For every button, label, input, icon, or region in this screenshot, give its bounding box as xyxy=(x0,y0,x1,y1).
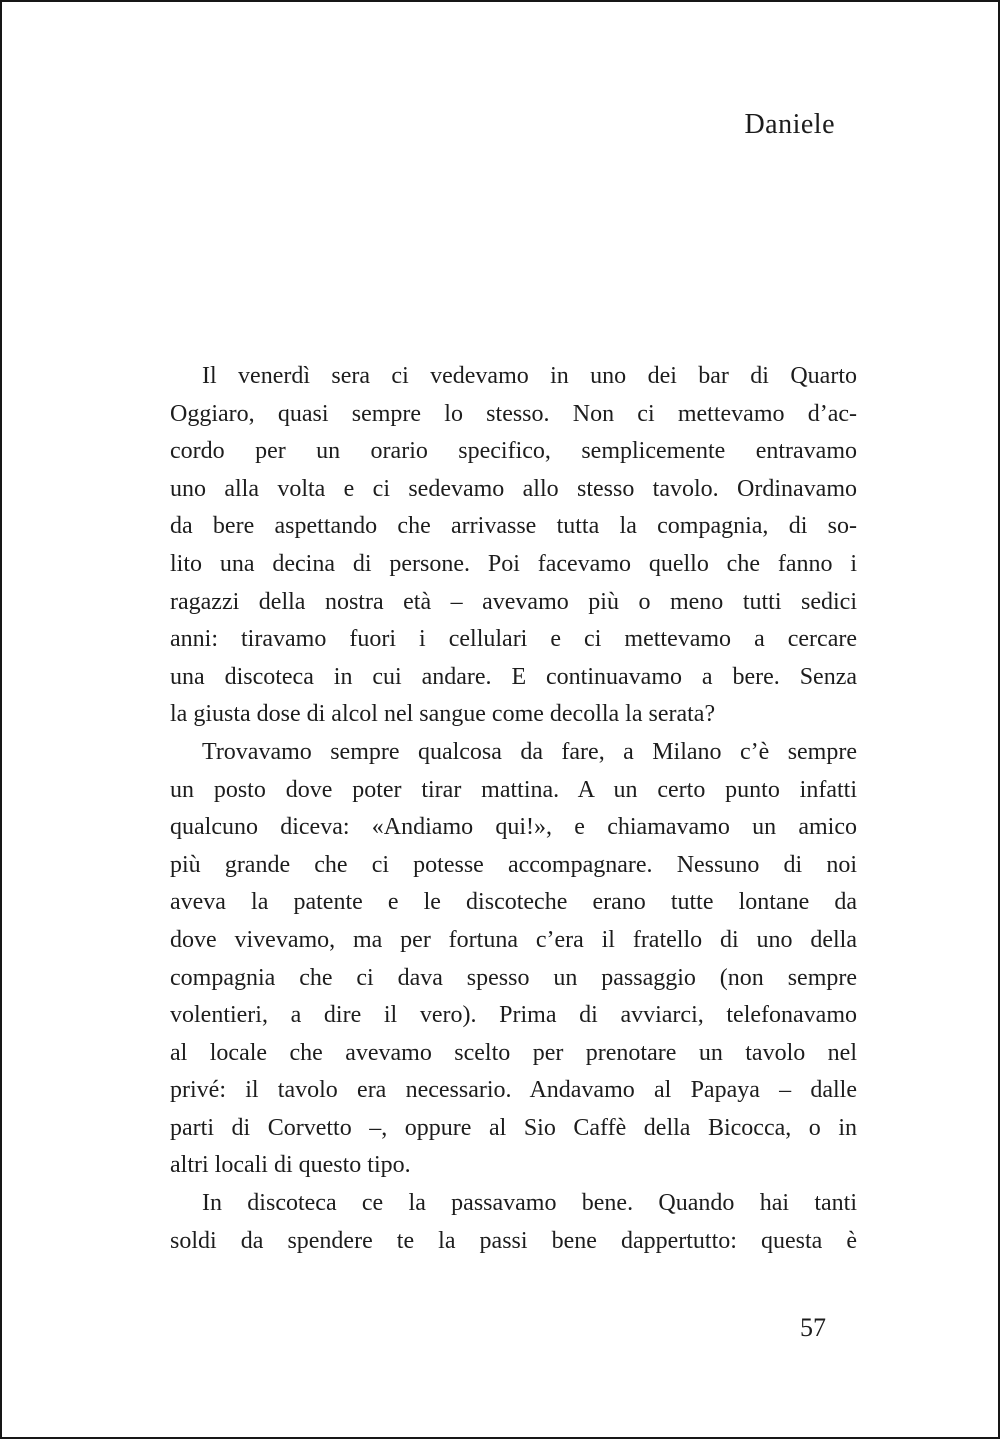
running-header: Daniele xyxy=(744,109,835,140)
text-line: qualcuno diceva: «Andiamo qui!», e chiamavamo un amico xyxy=(170,814,857,841)
text-line: più grande che ci potesse accompagnare. Nessuno di noi xyxy=(170,851,857,878)
text-line: In discoteca ce la passavamo bene. Quando hai tanti xyxy=(202,1190,857,1217)
text-line: al locale che avevamo scelto per prenotare un tavolo nel xyxy=(170,1039,857,1066)
text-line: volentieri, a dire il vero). Prima di avviarci, telefonavamo xyxy=(170,1002,857,1029)
text-line: una discoteca in cui andare. E continuavamo a bere. Senza xyxy=(170,663,857,690)
body-text xyxy=(170,358,857,1260)
text-line: uno alla volta e ci sedevamo allo stesso tavolo. Ordinavamo xyxy=(170,475,857,502)
text-line: compagnia che ci dava spesso un passaggio (non sempre xyxy=(170,964,857,991)
text-line: Il venerdì sera ci vedevamo in uno dei bar di Quarto xyxy=(202,363,857,389)
paragraph xyxy=(170,734,857,1185)
text-line: la giusta dose di alcol nel sangue come decolla la serata? xyxy=(170,701,716,728)
paragraph xyxy=(170,1185,857,1260)
text-line: un posto dove poter tirar mattina. A un certo punto infatti xyxy=(170,776,857,803)
text-line: altri locali di questo tipo. xyxy=(170,1152,411,1179)
text-line: Trovavamo sempre qualcosa da fare, a Milano c’è sempre xyxy=(202,738,857,765)
text-line: parti di Corvetto –, oppure al Sio Caffè della Bicocca, o in xyxy=(170,1114,857,1141)
text-line: aveva la patente e le discoteche erano tutte lontane da xyxy=(170,889,857,916)
text-line: dove vivevamo, ma per fortuna c’era il fratello di uno della xyxy=(170,926,857,953)
page-number: 57 xyxy=(800,1313,826,1342)
text-line: cordo per un orario specifico, semplicemente entravamo xyxy=(170,438,857,465)
text-line: ragazzi della nostra età – avevamo più o meno tutti sedici xyxy=(170,588,857,615)
text-line: Oggiaro, quasi sempre lo stesso. Non ci mettevamo d’ac- xyxy=(170,400,857,427)
paragraph xyxy=(170,358,857,734)
text-line: privé: il tavolo era necessario. Andavamo al Papaya – dalle xyxy=(170,1077,857,1104)
text-line: soldi da spendere te la passi bene dappertutto: questa è xyxy=(170,1227,857,1254)
text-line: lito una decina di persone. Poi facevamo quello che fanno i xyxy=(170,550,857,577)
text-line: anni: tiravamo fuori i cellulari e ci mettevamo a cercare xyxy=(170,626,857,653)
text-line: da bere aspettando che arrivasse tutta la compagnia, di so- xyxy=(170,513,857,540)
